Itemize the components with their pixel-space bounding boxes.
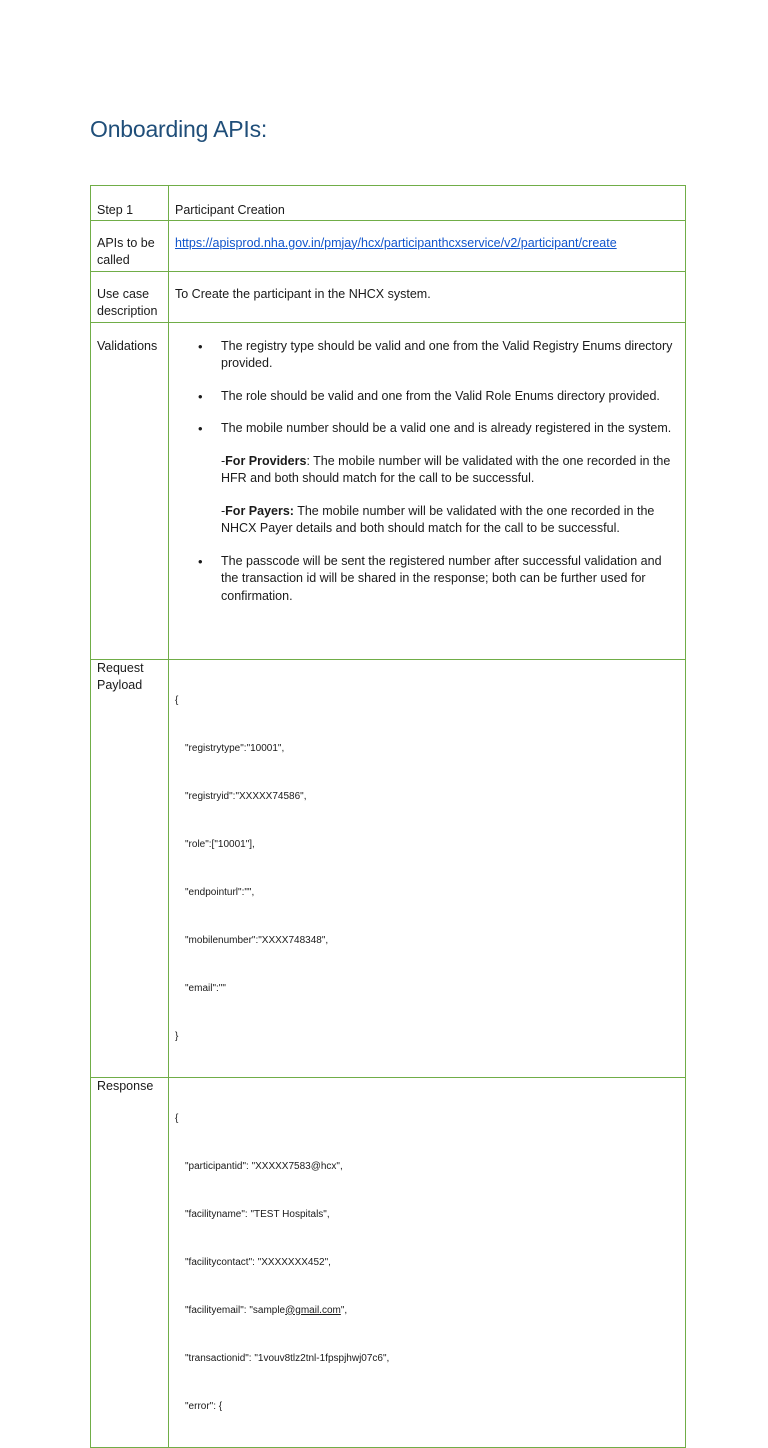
response-line: "facilityname": "TEST Hospitals", xyxy=(185,1208,330,1220)
providers-prefix: - xyxy=(221,453,226,468)
request-line: "email":"" xyxy=(185,982,226,994)
response-email-line xyxy=(175,1303,679,1319)
response-label: Response xyxy=(91,1077,169,1447)
validations-value xyxy=(169,322,686,659)
row-response xyxy=(91,1077,686,1447)
description-value: To Create the participant in the NHCX system. xyxy=(169,271,686,322)
providers-bold: For Providers xyxy=(225,453,307,468)
response-email-suffix: ", xyxy=(340,1304,348,1316)
request-payload xyxy=(169,659,686,1077)
payers-prefix: - xyxy=(221,503,226,518)
response-email-prefix: "facilityemail": "sample xyxy=(185,1304,286,1316)
response-line: "facilitycontact": "XXXXXXX452", xyxy=(185,1256,331,1268)
payers-bold: For Payers: xyxy=(225,503,294,518)
request-open-brace: { xyxy=(175,694,179,706)
row-apis xyxy=(91,220,686,271)
row-request xyxy=(91,659,686,1077)
response-email-link[interactable]: @gmail.com xyxy=(285,1304,341,1316)
validation-item: • The role should be valid and one from the Valid Role Enums directory provided. xyxy=(221,388,679,406)
providers-note xyxy=(221,453,679,488)
page-heading: Onboarding APIs: xyxy=(90,116,268,142)
request-line: "endpointurl":"", xyxy=(185,886,255,898)
response-code xyxy=(175,1079,679,1447)
validations-label: Validations xyxy=(91,322,169,659)
api-table xyxy=(90,185,686,1448)
response-line: "transactionid": "1vouv8tlz2tnl-1fpspjhwj07c6", xyxy=(185,1352,390,1364)
request-code xyxy=(175,661,679,1077)
description-label: Use case description xyxy=(91,271,169,322)
response-open-brace: { xyxy=(175,1112,179,1124)
request-line: "role":["10001"], xyxy=(185,838,255,850)
validation-item: • The mobile number should be a valid one and is already registered in the system. xyxy=(221,420,679,438)
request-line: "mobilenumber":"XXXX748348", xyxy=(185,934,329,946)
step-value: Participant Creation xyxy=(169,186,686,221)
request-label: Request Payload xyxy=(91,659,169,1077)
response-line: "participantid": "XXXXX7583@hcx", xyxy=(185,1160,343,1172)
step-label: Step 1 xyxy=(91,186,169,221)
apis-label: APIs to be called xyxy=(91,220,169,271)
validation-item: • The passcode will be sent the registered number after successful validation and the transaction id will be shared in the response; both can be further used for confirmation. xyxy=(221,553,679,606)
response-line: "error": { xyxy=(185,1400,223,1412)
validation-item: • The registry type should be valid and one from the Valid Registry Enums directory provided. xyxy=(221,338,679,373)
payers-note xyxy=(221,503,679,538)
row-description xyxy=(91,271,686,322)
payers-text: The mobile number will be validated with the one recorded in the NHCX Payer details and both should match for the call to be successful. xyxy=(221,503,655,535)
apis-value xyxy=(169,220,686,271)
row-step xyxy=(91,186,686,221)
request-line: "registryid":"XXXXX74586", xyxy=(185,790,307,802)
row-validations xyxy=(91,322,686,659)
validations-list xyxy=(175,338,679,606)
request-close-brace: } xyxy=(175,1030,179,1042)
api-url-link[interactable]: https://apisprod.nha.gov.in/pmjay/hcx/participanthcxservice/v2/participant/create xyxy=(175,235,617,250)
request-line: "registrytype":"10001", xyxy=(185,742,285,754)
providers-text: : The mobile number will be validated with the one recorded in the HFR and both should match for the call to be successful. xyxy=(221,453,671,485)
response-payload xyxy=(169,1077,686,1447)
